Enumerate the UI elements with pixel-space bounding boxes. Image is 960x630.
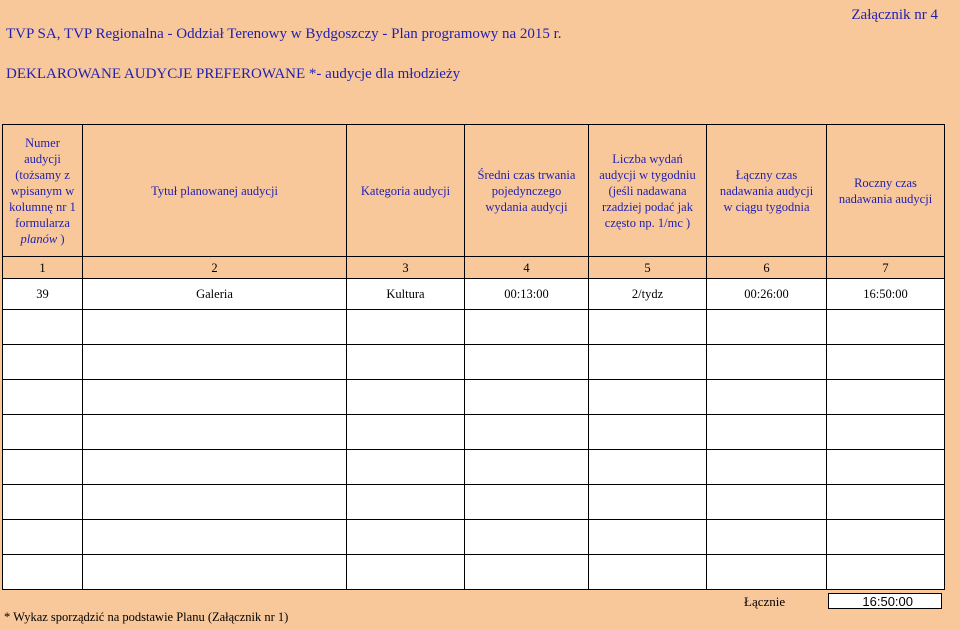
empty-cell[interactable] [347,380,465,415]
empty-cell[interactable] [3,555,83,590]
empty-cell[interactable] [707,450,827,485]
cell-avg-duration[interactable]: 00:13:00 [465,279,589,310]
cell-weekly-time[interactable]: 00:26:00 [707,279,827,310]
empty-cell[interactable] [827,310,945,345]
table-row [3,279,945,310]
empty-cell[interactable] [83,520,347,555]
empty-row [3,485,945,520]
cell-category[interactable]: Kultura [347,279,465,310]
empty-cell[interactable] [3,485,83,520]
column-number: 5 [589,257,707,279]
empty-cell[interactable] [83,380,347,415]
empty-cell[interactable] [3,310,83,345]
total-value-cell[interactable] [828,593,942,609]
annex-label: Załącznik nr 4 [851,7,938,23]
empty-cell[interactable] [827,520,945,555]
col-header-episodes-per-week: Liczba wydań audycji w tygodniu (jeśli nadawana rzadziej podać jak często np. 1/mc ) [589,125,707,257]
empty-cell[interactable] [589,555,707,590]
empty-cell[interactable] [465,450,589,485]
empty-cell[interactable] [347,310,465,345]
empty-cell[interactable] [3,345,83,380]
empty-cell[interactable] [83,485,347,520]
empty-cell[interactable] [707,380,827,415]
empty-cell[interactable] [589,415,707,450]
col-header-avg-duration: Średni czas trwania pojedynczego wydania audycji [465,125,589,257]
empty-cell[interactable] [347,485,465,520]
document-title: TVP SA, TVP Regionalna - Oddział Terenowy w Bydgoszczy - Plan programowy na 2015 r. [6,26,562,42]
empty-cell[interactable] [827,485,945,520]
empty-cell[interactable] [3,450,83,485]
empty-cell[interactable] [707,485,827,520]
column-number: 7 [827,257,945,279]
empty-cell[interactable] [827,380,945,415]
empty-cell[interactable] [347,345,465,380]
empty-cell[interactable] [707,520,827,555]
col-header-weekly-time: Łączny czas nadawania audycji w ciągu tygodnia [707,125,827,257]
col-header-annual-time: Roczny czas nadawania audycji [827,125,945,257]
empty-cell[interactable] [707,415,827,450]
empty-cell[interactable] [347,520,465,555]
empty-cell[interactable] [707,345,827,380]
empty-row [3,415,945,450]
empty-cell[interactable] [589,520,707,555]
empty-cell[interactable] [3,380,83,415]
cell-number[interactable]: 39 [3,279,83,310]
empty-cell[interactable] [3,415,83,450]
empty-cell[interactable] [465,345,589,380]
empty-row [3,345,945,380]
empty-cell[interactable] [589,310,707,345]
empty-cell[interactable] [83,310,347,345]
empty-cell[interactable] [83,415,347,450]
col-header-title: Tytuł planowanej audycji [83,125,347,257]
empty-cell[interactable] [83,450,347,485]
empty-cell[interactable] [589,380,707,415]
empty-cell[interactable] [589,485,707,520]
empty-cell[interactable] [827,555,945,590]
empty-cell[interactable] [465,415,589,450]
footnote: * Wykaz sporządzić na podstawie Planu (Załącznik nr 1) [4,610,289,624]
empty-cell[interactable] [589,450,707,485]
empty-row [3,450,945,485]
empty-cell[interactable] [465,520,589,555]
empty-cell[interactable] [465,310,589,345]
column-number: 6 [707,257,827,279]
cell-annual-time[interactable]: 16:50:00 [827,279,945,310]
empty-cell[interactable] [465,485,589,520]
column-number-row [3,257,945,279]
total-value: 16:50:00 [862,594,913,609]
empty-row [3,310,945,345]
total-label: Łącznie [744,594,786,609]
empty-cell[interactable] [83,345,347,380]
empty-cell[interactable] [465,555,589,590]
empty-cell[interactable] [827,450,945,485]
empty-row [3,380,945,415]
column-number: 4 [465,257,589,279]
empty-cell[interactable] [347,555,465,590]
empty-cell[interactable] [827,415,945,450]
empty-cell[interactable] [3,520,83,555]
column-number: 1 [3,257,83,279]
empty-cell[interactable] [707,310,827,345]
empty-cell[interactable] [827,345,945,380]
empty-cell[interactable] [83,555,347,590]
cell-episodes-per-week[interactable]: 2/tydz [589,279,707,310]
col-header-number: Numer audycji (tożsamy z wpisanym w kolumnę nr 1 formularza planów ) [3,125,83,257]
column-number: 3 [347,257,465,279]
empty-row [3,520,945,555]
header-row [3,125,945,257]
col-header-category: Kategoria audycji [347,125,465,257]
empty-cell[interactable] [707,555,827,590]
cell-title[interactable]: Galeria [83,279,347,310]
empty-cell[interactable] [347,450,465,485]
empty-cell[interactable] [589,345,707,380]
empty-cell[interactable] [465,380,589,415]
empty-cell[interactable] [347,415,465,450]
column-number: 2 [83,257,347,279]
document-subtitle: DEKLAROWANE AUDYCJE PREFEROWANE *- audycje dla młodzieży [6,66,461,82]
empty-row [3,555,945,590]
broadcast-table [2,124,945,590]
